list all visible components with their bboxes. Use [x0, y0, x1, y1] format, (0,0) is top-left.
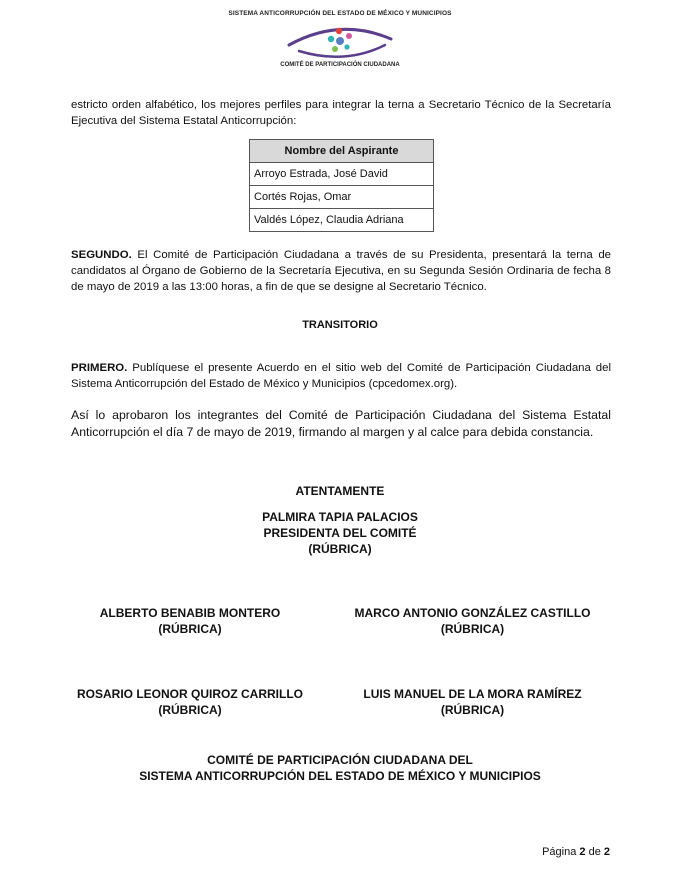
member-rubrica: (RÚBRICA) — [440, 622, 505, 636]
member-name: ALBERTO BENABIB MONTERO — [99, 606, 281, 620]
page-prefix: Página — [542, 846, 580, 858]
page-sep: de — [585, 846, 604, 858]
header-committee-name: COMITÉ DE PARTICIPACIÓN CIUDADANA — [280, 62, 400, 68]
page-header — [0, 10, 680, 68]
atentamente-label: ATENTAMENTE — [295, 484, 385, 498]
primero-lead: PRIMERO. — [71, 362, 128, 374]
page-number — [542, 846, 610, 858]
primero-paragraph — [71, 360, 611, 392]
approval-paragraph: Así lo aprobaron los integrantes del Comité de Participación Ciudadana del Sistema Estatal Anticorrupción el día 7 de mayo de 2019, firmando al margen y al calce para debida constancia. — [71, 408, 611, 439]
president-signature — [0, 509, 680, 557]
member-name: LUIS MANUEL DE LA MORA RAMÍREZ — [363, 687, 582, 701]
president-name: PALMIRA TAPIA PALACIOS — [262, 510, 418, 524]
footer-org-line2: SISTEMA ANTICORRUPCIÓN DEL ESTADO DE MÉXICO Y MUNICIPIOS — [139, 769, 541, 783]
member-name: MARCO ANTONIO GONZÁLEZ CASTILLO — [354, 606, 591, 620]
aspirant-name: Cortés Rojas, Omar — [250, 186, 434, 209]
table-row — [250, 209, 434, 232]
primero-text: Publíquese el presente Acuerdo en el sitio web del Comité de Participación Ciudadana del Sistema Anticorrupción del Estado de México y Municipios (cpcedomex.org). — [71, 362, 611, 390]
aspirants-table — [249, 139, 434, 232]
segundo-paragraph — [71, 247, 611, 295]
cpc-logo-icon — [285, 21, 395, 61]
footer-org-line1: COMITÉ DE PARTICIPACIÓN CIUDADANA DEL — [207, 753, 473, 767]
aspirants-table-header: Nombre del Aspirante — [250, 140, 434, 163]
page-total: 2 — [603, 846, 610, 858]
member-rubrica: (RÚBRICA) — [158, 703, 222, 717]
header-org-name: SISTEMA ANTICORRUPCIÓN DEL ESTADO DE MÉXICO Y MUNICIPIOS — [228, 10, 452, 17]
member-signature — [320, 605, 625, 637]
segundo-lead: SEGUNDO. — [71, 249, 132, 261]
segundo-text: El Comité de Participación Ciudadana a través de su Presidenta, presentará la terna de candidatos al Órgano de Gobierno de la Secretaría Ejecutiva, en su Segunda Sesión Ordinaria de fecha 8 de mayo de 2019 a las 13:00 horas, a fin de que se designe al Secretario Técnico. — [71, 249, 611, 293]
president-rubrica: (RÚBRICA) — [308, 542, 372, 556]
member-signature — [320, 686, 625, 718]
member-signature — [40, 605, 340, 637]
table-row — [250, 163, 434, 186]
member-name: ROSARIO LEONOR QUIROZ CARRILLO — [77, 687, 303, 701]
transitorio-heading: TRANSITORIO — [302, 319, 378, 331]
footer-organization — [0, 752, 680, 784]
president-role: PRESIDENTA DEL COMITÉ — [263, 526, 417, 540]
member-rubrica: (RÚBRICA) — [440, 703, 505, 717]
member-rubrica: (RÚBRICA) — [158, 622, 222, 636]
aspirant-name: Arroyo Estrada, José David — [250, 163, 434, 186]
member-signature — [40, 686, 340, 718]
intro-paragraph: estricto orden alfabético, los mejores perfiles para integrar la terna a Secretario Técnico de la Secretaría Ejecutiva del Sistema Estatal Anticorrupción: — [71, 99, 611, 127]
page-current: 2 — [579, 846, 586, 858]
table-row — [250, 186, 434, 209]
aspirant-name: Valdés López, Claudia Adriana — [250, 209, 434, 232]
